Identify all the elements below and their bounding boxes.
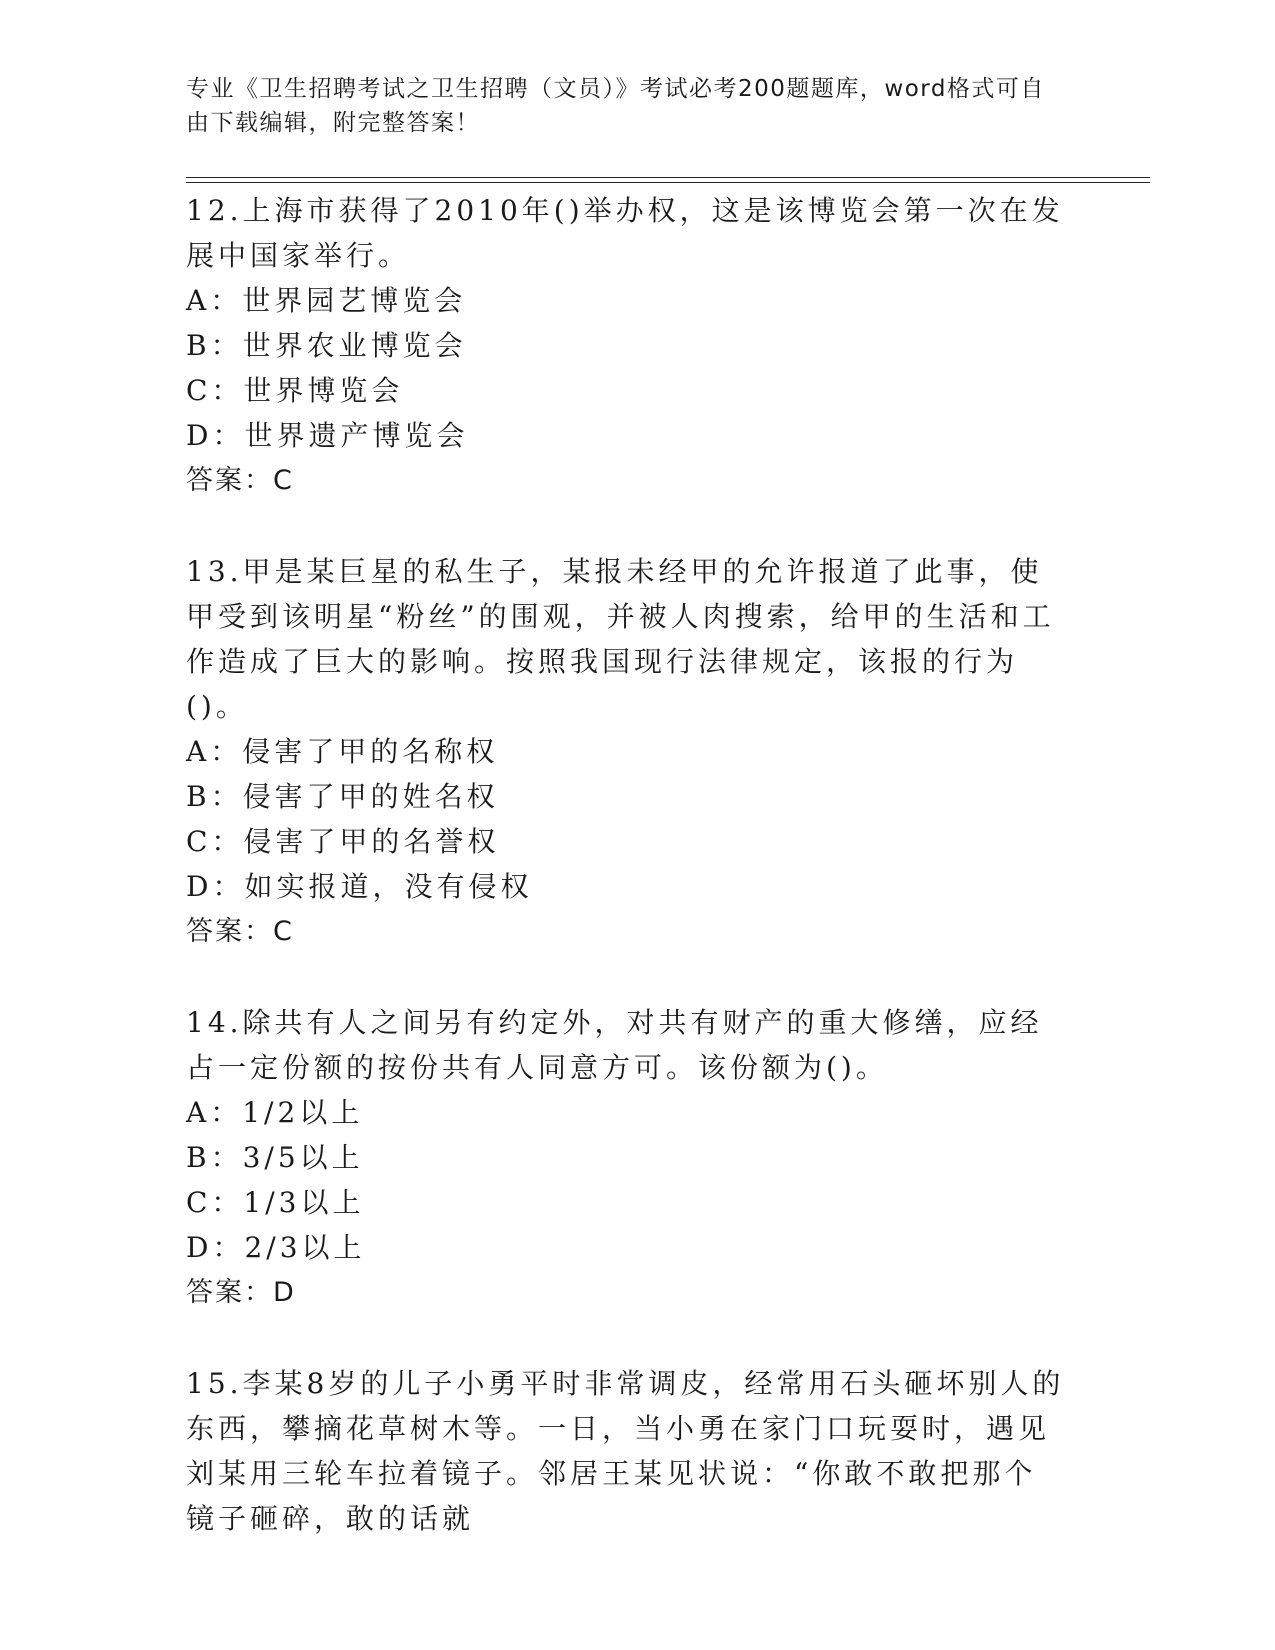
question-block-14: [186, 1000, 1066, 1315]
question-text: 13.甲是某巨星的私生子，某报未经甲的允许报道了此事，使甲受到该明星“粉丝”的围观，并被人肉搜索，给甲的生活和工作造成了巨大的影响。按照我国现行法律规定，该报的行为()。: [186, 555, 1055, 723]
question-block-12: [186, 188, 1066, 503]
header-divider-line: [186, 177, 1150, 178]
option-d: D：2/3以上: [186, 1231, 366, 1264]
header-divider-line-thin: [186, 182, 1150, 183]
question-text: 12.上海市获得了2010年()举办权，这是该博览会第一次在发展中国家举行。: [186, 194, 1064, 272]
question-block-15: [186, 1361, 1066, 1541]
answer-line: 答案：C: [186, 916, 294, 947]
answer-line: 答案：C: [186, 465, 294, 496]
answer-line: 答案：D: [186, 1277, 296, 1308]
option-c: C：1/3以上: [186, 1186, 365, 1219]
spacer: [186, 503, 1066, 549]
option-c: C：世界博览会: [186, 374, 404, 407]
option-a: A：1/2以上: [186, 1096, 364, 1129]
question-list: [186, 188, 1066, 1541]
spacer: [186, 1315, 1066, 1361]
question-text: 15.李某8岁的儿子小勇平时非常调皮，经常用石头砸坏别人的东西，攀摘花草树木等。一日，当小勇在家门口玩耍时，遇见刘某用三轮车拉着镜子。邻居王某见状说：“你敢不敢把那个镜子砸碎，敢的话就: [186, 1367, 1065, 1535]
option-a: A：世界园艺博览会: [186, 284, 467, 317]
option-d: D：如实报道，没有侵权: [186, 870, 533, 903]
document-header: 专业《卫生招聘考试之卫生招聘（文员）》考试必考200题题库，word格式可自由下载编辑，附完整答案！: [186, 76, 1045, 136]
question-block-13: [186, 549, 1066, 954]
option-d: D：世界遗产博览会: [186, 419, 469, 452]
question-text: 14.除共有人之间另有约定外，对共有财产的重大修缮，应经占一定份额的按份共有人同意方可。该份额为()。: [186, 1006, 1043, 1084]
option-a: A：侵害了甲的名称权: [186, 735, 499, 768]
option-b: B：3/5以上: [186, 1141, 364, 1174]
option-b: B：侵害了甲的姓名权: [186, 780, 499, 813]
spacer: [186, 954, 1066, 1000]
option-b: B：世界农业博览会: [186, 329, 467, 362]
option-c: C：侵害了甲的名誉权: [186, 825, 500, 858]
